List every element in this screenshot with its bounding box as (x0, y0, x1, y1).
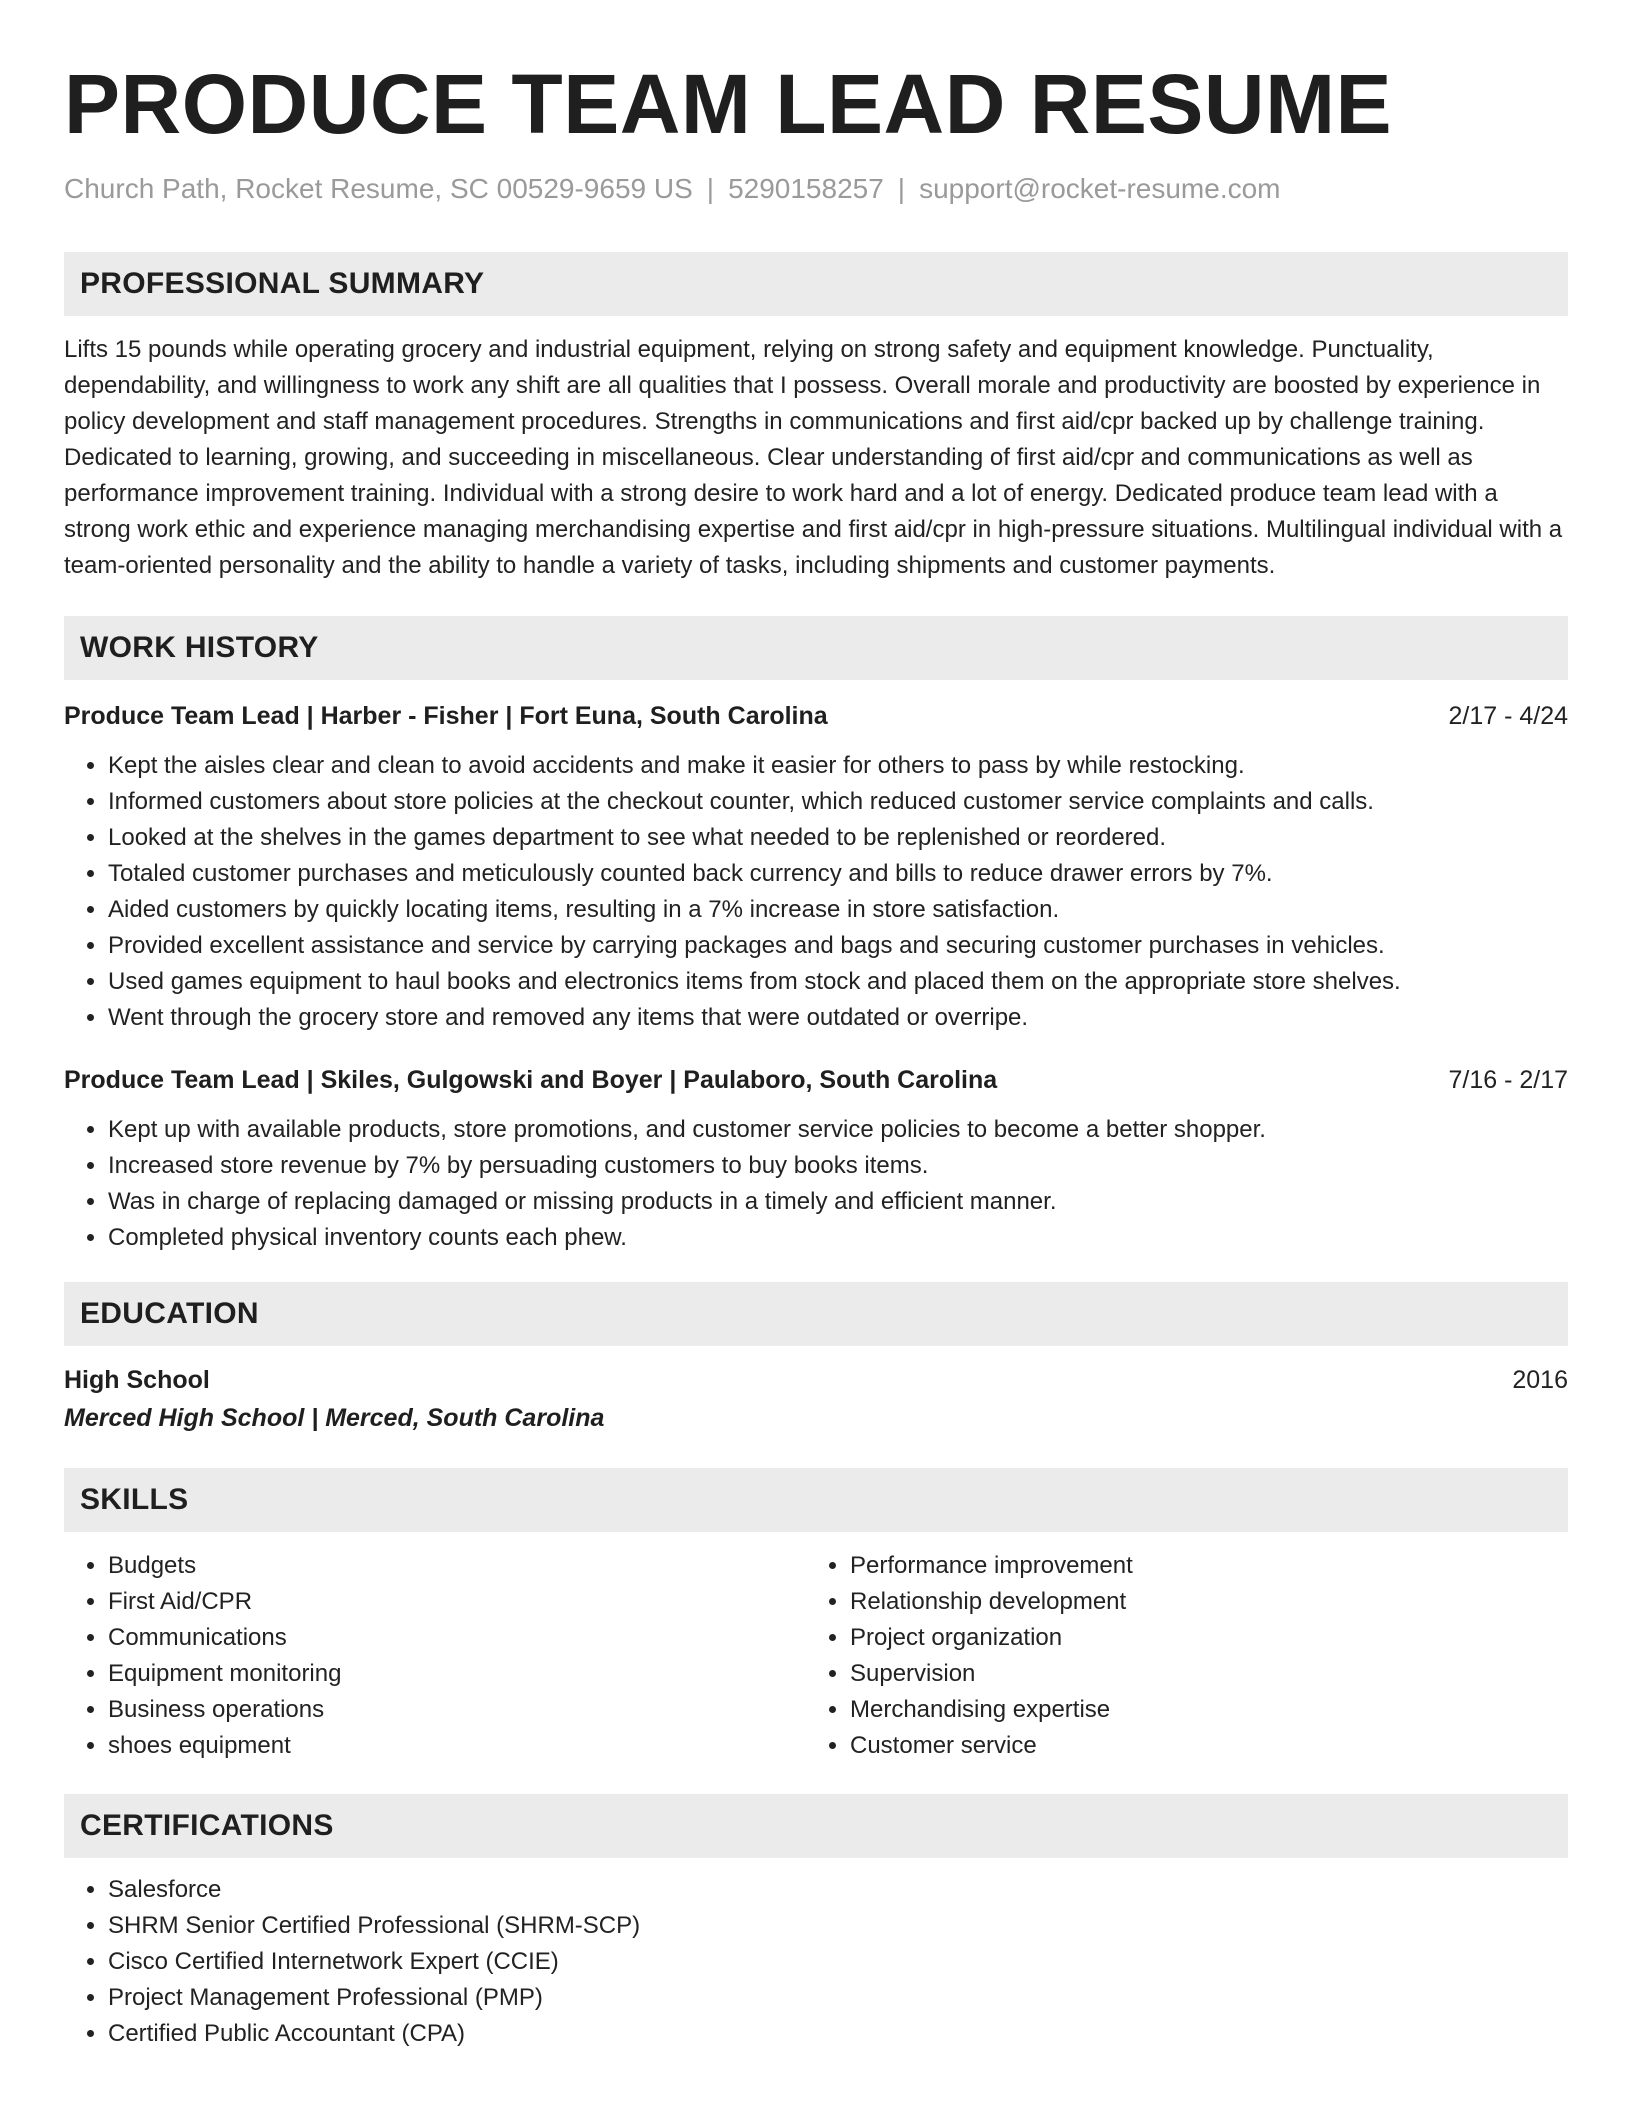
skill-item: • Performance improvement (850, 1548, 1548, 1584)
skills-column-left (64, 1548, 806, 1764)
skill-item: • Business operations (108, 1692, 806, 1728)
skill-item: • Merchandising expertise (850, 1692, 1548, 1728)
certification-item: • Salesforce (108, 1872, 1568, 1908)
education-degree: High School (64, 1366, 210, 1394)
skills-grid (64, 1548, 1568, 1764)
summary-paragraph: Lifts 15 pounds while operating grocery and industrial equipment, relying on strong safety and equipment knowledge. Punctuality, dependability, and willingness to work any shift are all qualities that I possess. Overall morale and productivity are boosted by experience in policy development and staff management procedures. Strengths in communications and first aid/cpr backed up by challenge training. Dedicated to learning, growing, and succeeding in miscellaneous. Clear understanding of first aid/cpr and communications as well as performance improvement training. Individual with a strong desire to work hard and a lot of energy. Dedicated produce team lead with a strong work ethic and experience managing merchandising expertise and first aid/cpr in high-pressure situations. Multilingual individual with a team-oriented personality and the ability to handle a variety of tasks, including shipments and customer payments. (64, 336, 1563, 579)
job-bullet: • Aided customers by quickly locating items, resulting in a 7% increase in store satisfaction. (108, 892, 1568, 928)
resume-title: PRODUCE TEAM LEAD RESUME (64, 57, 1393, 151)
job-title: Produce Team Lead | Harber - Fisher | Fort Euna, South Carolina (64, 702, 828, 730)
certification-item: • Project Management Professional (PMP) (108, 1980, 1568, 2016)
job-header (64, 698, 1568, 734)
job-bullet: • Provided excellent assistance and service by carrying packages and bags and securing customer purchases in vehicles. (108, 928, 1568, 964)
skill-item: • Budgets (108, 1548, 806, 1584)
contact-phone: 5290158257 (728, 173, 884, 204)
skill-item: • First Aid/CPR (108, 1584, 806, 1620)
skill-item: • shoes equipment (108, 1728, 806, 1764)
job-bullet: • Used games equipment to haul books and electronics items from stock and placed them on the appropriate store shelves. (108, 964, 1568, 1000)
contact-separator: | (706, 173, 715, 204)
certification-list (64, 1872, 1568, 2052)
job-bullet: • Was in charge of replacing damaged or missing products in a timely and efficient manner. (108, 1184, 1568, 1220)
job-bullet: • Looked at the shelves in the games department to see what needed to be replenished or reordered. (108, 820, 1568, 856)
section-heading-skills: SKILLS (64, 1468, 1568, 1532)
contact-line (64, 172, 1568, 206)
skill-item: • Equipment monitoring (108, 1656, 806, 1692)
job-bullet: • Went through the grocery store and removed any items that were outdated or overripe. (108, 1000, 1568, 1036)
job-bullet: • Informed customers about store policies at the checkout counter, which reduced customer service complaints and calls. (108, 784, 1568, 820)
skill-item: • Customer service (850, 1728, 1548, 1764)
job-bullet-list (64, 748, 1568, 1036)
certification-item: • Certified Public Accountant (CPA) (108, 2016, 1568, 2052)
job-bullet: • Kept the aisles clear and clean to avoid accidents and make it easier for others to pass by while restocking. (108, 748, 1568, 784)
certification-item: • Cisco Certified Internetwork Expert (CCIE) (108, 1944, 1568, 1980)
job-bullet: • Increased store revenue by 7% by persuading customers to buy books items. (108, 1148, 1568, 1184)
skill-item: • Supervision (850, 1656, 1548, 1692)
skill-item: • Project organization (850, 1620, 1548, 1656)
skill-item: • Communications (108, 1620, 806, 1656)
section-heading-education: EDUCATION (64, 1282, 1568, 1346)
job-dates: 7/16 - 2/17 (1448, 1066, 1568, 1094)
section-heading-work-history: WORK HISTORY (64, 616, 1568, 680)
job-bullet-list (64, 1112, 1568, 1256)
job-bullet: • Totaled customer purchases and meticulously counted back currency and bills to reduce drawer errors by 7%. (108, 856, 1568, 892)
skills-column-right (806, 1548, 1548, 1764)
education-header (64, 1362, 1568, 1398)
contact-separator: | (897, 173, 906, 204)
job-dates: 2/17 - 4/24 (1448, 702, 1568, 730)
job-bullet: • Kept up with available products, store promotions, and customer service policies to become a better shopper. (108, 1112, 1568, 1148)
job-bullet: • Completed physical inventory counts each phew. (108, 1220, 1568, 1256)
certification-item: • SHRM Senior Certified Professional (SHRM-SCP) (108, 1908, 1568, 1944)
education-school: Merced High School | Merced, South Carolina (64, 1404, 605, 1432)
skill-item: • Relationship development (850, 1584, 1548, 1620)
education-year: 2016 (1512, 1366, 1568, 1394)
contact-address: Church Path, Rocket Resume, SC 00529-9659 US (64, 173, 693, 204)
job-title: Produce Team Lead | Skiles, Gulgowski and Boyer | Paulaboro, South Carolina (64, 1066, 998, 1094)
section-heading-certifications: CERTIFICATIONS (64, 1794, 1568, 1858)
section-heading-summary: PROFESSIONAL SUMMARY (64, 252, 1568, 316)
job-header (64, 1062, 1568, 1098)
contact-email: support@rocket-resume.com (919, 173, 1281, 204)
